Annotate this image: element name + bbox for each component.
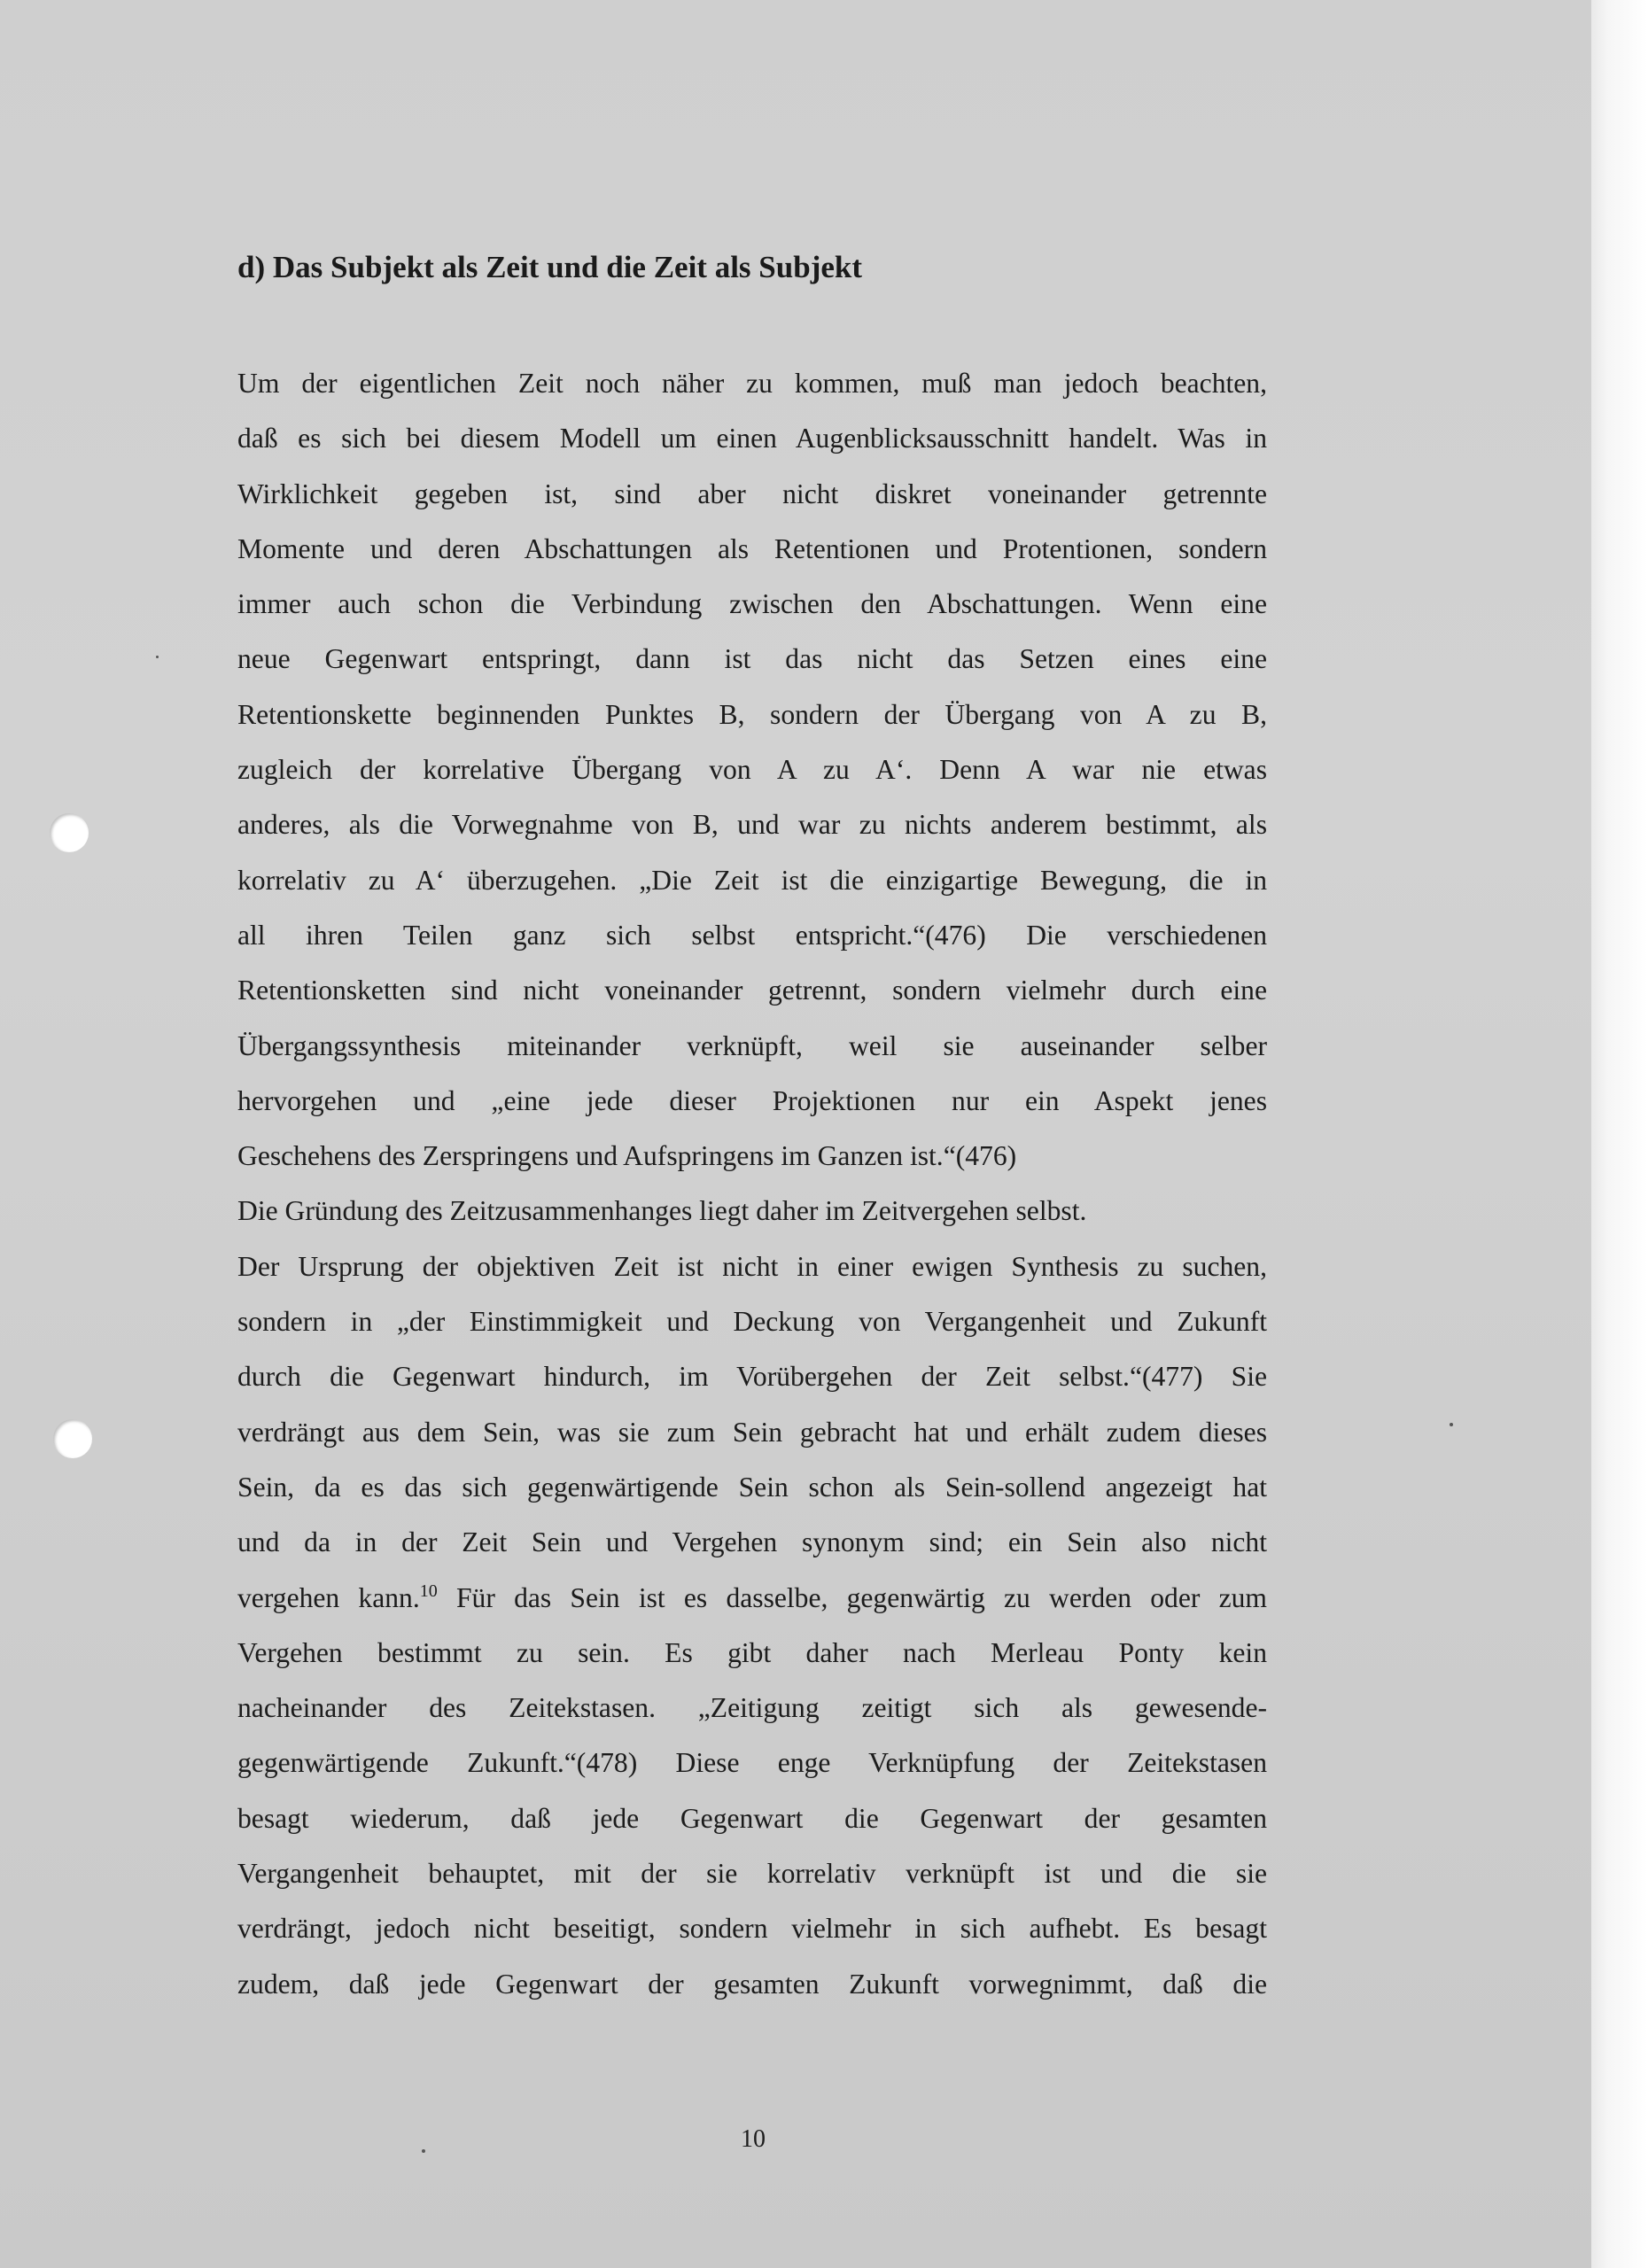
text-line-content: daß es sich bei diesem Modell um einen Augenblicksausschnitt handelt. Was in: [237, 423, 1267, 454]
text-line: [237, 522, 1267, 577]
text-line-content: zugleich der korrelative Übergang von A zu A‘. Denn A war nie etwas: [237, 754, 1267, 786]
text-line-content: Geschehens des Zerspringens und Aufspringens im Ganzen ist.“(476): [237, 1140, 1017, 1172]
text-line-content: verdrängt, jedoch nicht beseitigt, sondern vielmehr in sich aufhebt. Es besagt: [237, 1913, 1267, 1945]
page-number: 10: [741, 2125, 766, 2153]
text-line-content: sondern in „der Einstimmigkeit und Deckung von Vergangenheit und Zukunft: [237, 1306, 1267, 1338]
text-line-content: Momente und deren Abschattungen als Retentionen und Protentionen, sondern: [237, 532, 1267, 564]
text-line: [237, 1239, 1267, 1294]
footnote-reference: 10: [419, 1581, 438, 1601]
text-line: [237, 1681, 1267, 1736]
text-line-content: Übergangssynthesis miteinander verknüpft, weil sie auseinander selber: [237, 1029, 1267, 1061]
punch-hole: [50, 813, 89, 852]
text-line: [237, 1405, 1267, 1460]
text-line: [237, 687, 1267, 742]
text-line: [237, 1957, 1267, 2012]
text-line-content: Vergangenheit behauptet, mit der sie korrelativ verknüpft ist und die sie: [237, 1858, 1267, 1890]
text-line-content: Der Ursprung der objektiven Zeit ist nicht in einer ewigen Synthesis zu suchen,: [237, 1250, 1267, 1282]
text-line: [237, 1901, 1267, 1956]
text-line: [237, 1736, 1267, 1790]
text-line-content: Sein, da es das sich gegenwärtigende Sein schon als Sein-sollend angezeigt hat: [237, 1471, 1267, 1503]
text-line: [237, 632, 1267, 687]
text-line-content: gegenwärtigende Zukunft.“(478) Diese enge Verknüpfung der Zeitekstasen: [237, 1747, 1267, 1779]
text-line-content: vergehen kann.: [237, 1581, 420, 1613]
text-line: [237, 853, 1267, 908]
text-line-content: Die Gründung des Zeitzusammenhanges liegt daher im Zeitvergehen selbst.: [237, 1195, 1087, 1227]
text-line-content: anderes, als die Vorwegnahme von B, und war zu nichts anderem bestimmt, als: [237, 809, 1267, 841]
text-line: [237, 1571, 1267, 1626]
text-line-content: Retentionsketten sind nicht voneinander getrennt, sondern vielmehr durch eine: [237, 975, 1267, 1006]
text-line-content: besagt wiederum, daß jede Gegenwart die Gegenwart der gesamten: [237, 1802, 1267, 1834]
text-line: [237, 356, 1267, 411]
text-line-content: korrelativ zu A‘ überzugehen. „Die Zeit ist die einzigartige Bewegung, die in: [237, 864, 1267, 896]
dust-speck: [156, 656, 159, 658]
text-line: [237, 577, 1267, 632]
text-line-content: Vergehen bestimmt zu sein. Es gibt daher nach Merleau Ponty kein: [237, 1636, 1267, 1668]
text-line-content: verdrängt aus dem Sein, was sie zum Sein gebracht hat und erhält zudem dieses: [237, 1416, 1267, 1448]
text-line-content: neue Gegenwart entspringt, dann ist das nicht das Setzen eines eine: [237, 643, 1267, 675]
text-line-content: immer auch schon die Verbindung zwischen den Abschattungen. Wenn eine: [237, 588, 1267, 620]
section-heading: d) Das Subjekt als Zeit und die Zeit als Subjekt: [237, 250, 863, 284]
body-paragraph: [237, 356, 1267, 2012]
text-line: [237, 1791, 1267, 1846]
text-line-content: nacheinander des Zeitekstasen. „Zeitigung zeitigt sich als gewesende-: [237, 1692, 1267, 1724]
text-line-content: zudem, daß jede Gegenwart der gesamten Zukunft vorwegnimmt, daß die: [237, 1968, 1267, 2000]
text-line: [237, 742, 1267, 797]
text-line: [237, 1184, 1267, 1239]
text-line: [237, 411, 1267, 466]
punch-hole: [53, 1419, 92, 1458]
text-line: [237, 1019, 1267, 1074]
text-line: [237, 963, 1267, 1018]
text-line: [237, 1460, 1267, 1515]
text-line-content: all ihren Teilen ganz sich selbst entspricht.“(476) Die verschiedenen: [237, 919, 1267, 951]
text-line: [237, 1515, 1267, 1570]
text-line-content: und da in der Zeit Sein und Vergehen synonym sind; ein Sein also nicht: [237, 1526, 1267, 1558]
text-line-continuation: Für das Sein ist es dasselbe, gegenwärtig zu werden oder zum: [437, 1581, 1267, 1613]
text-line: [237, 1129, 1267, 1184]
text-line: [237, 1349, 1267, 1404]
text-line-content: durch die Gegenwart hindurch, im Vorübergehen der Zeit selbst.“(477) Sie: [237, 1361, 1267, 1393]
text-line: [237, 1846, 1267, 1901]
text-line: [237, 1626, 1267, 1681]
text-line-content: Um der eigentlichen Zeit noch näher zu kommen, muß man jedoch beachten,: [237, 368, 1267, 399]
text-line: [237, 908, 1267, 963]
text-line: [237, 797, 1267, 852]
text-line: [237, 1294, 1267, 1349]
text-line-content: Retentionskette beginnenden Punktes B, sondern der Übergang von A zu B,: [237, 698, 1267, 730]
scanner-bed-edge: [1591, 0, 1648, 2268]
text-line-content: Wirklichkeit gegeben ist, sind aber nicht diskret voneinander getrennte: [237, 478, 1267, 509]
text-line: [237, 467, 1267, 522]
dust-speck: [1450, 1423, 1453, 1426]
text-line-content: hervorgehen und „eine jede dieser Projektionen nur ein Aspekt jenes: [237, 1084, 1267, 1116]
text-line: [237, 1074, 1267, 1129]
